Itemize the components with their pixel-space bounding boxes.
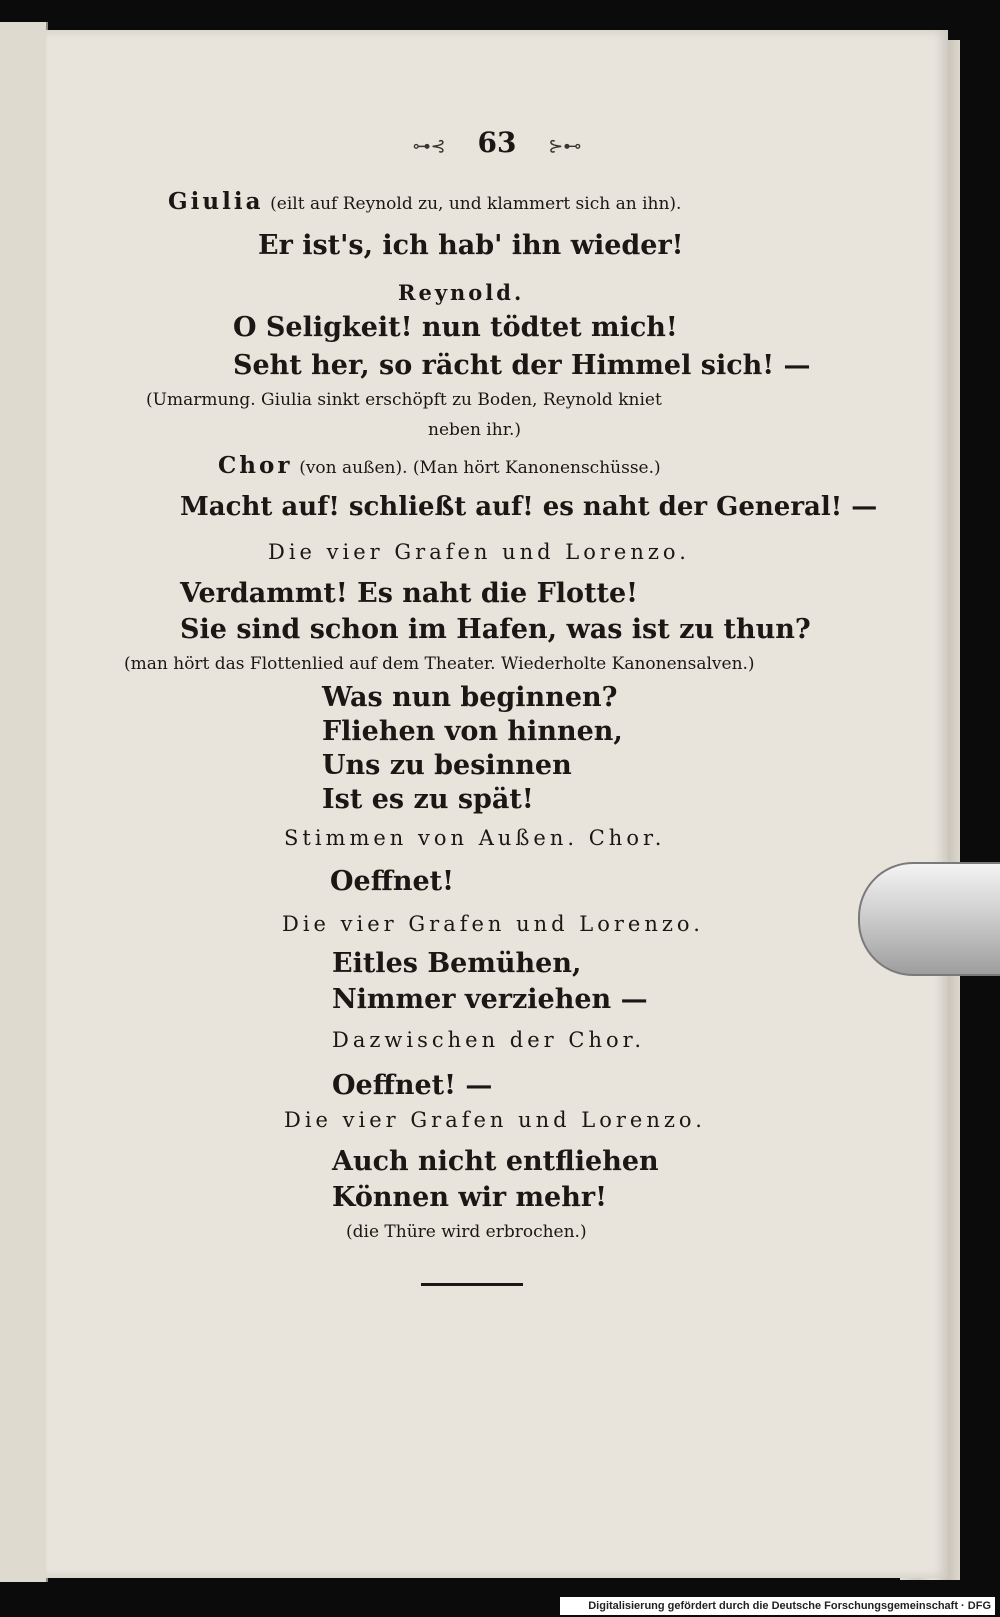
page-number: 63 xyxy=(477,126,517,159)
verse-line: Verdammt! Es naht die Flotte! xyxy=(180,578,639,609)
speaker-name: Die vier Grafen und Lorenzo. xyxy=(284,1108,706,1132)
stage-direction: neben ihr.) xyxy=(428,420,521,440)
verse-line: O Seligkeit! nun tödtet mich! xyxy=(233,312,678,343)
stage-direction: (eilt auf Reynold zu, und klammert sich an ihn). xyxy=(270,194,682,214)
page-number-line xyxy=(46,126,948,159)
verse-line: Sie sind schon im Hafen, was ist zu thun? xyxy=(180,614,811,645)
verse-line: Oeffnet! — xyxy=(332,1070,493,1101)
verse-line: Können wir mehr! xyxy=(332,1182,607,1213)
speaker-line-chor xyxy=(218,452,661,479)
speaker-line-giulia xyxy=(168,188,681,215)
verse-line: Eitles Bemühen, xyxy=(332,948,582,979)
digitization-credit: Digitalisierung gefördert durch die Deutsche Forschungsgemeinschaft · DFG xyxy=(560,1597,995,1615)
verse-line: Er ist's, ich hab' ihn wieder! xyxy=(258,230,684,261)
verse-line: Oeffnet! xyxy=(330,866,454,897)
speaker-name: Dazwischen der Chor. xyxy=(332,1028,646,1052)
page-clip xyxy=(858,862,1000,976)
speaker-name: Giulia xyxy=(168,188,264,215)
speaker-name: Reynold. xyxy=(398,280,525,305)
verse-line: Seht her, so rächt der Himmel sich! — xyxy=(233,350,811,381)
stage-direction: (Umarmung. Giulia sinkt erschöpft zu Boden, Reynold kniet xyxy=(146,390,662,410)
verse-line: Nimmer verziehen — xyxy=(332,984,648,1015)
ornament-right: ⊱⊷ xyxy=(548,136,582,157)
verse-line: Was nun beginnen? xyxy=(322,682,618,713)
stage-direction: (man hört das Flottenlied auf dem Theater. Wiederholte Kanonensalven.) xyxy=(124,654,755,674)
verse-line: Ist es zu spät! xyxy=(322,784,534,815)
page-content xyxy=(46,30,948,1578)
ornament-left: ⊶⊰ xyxy=(412,136,446,157)
speaker-name: Stimmen von Außen. Chor. xyxy=(284,826,666,850)
verse-line: Fliehen von hinnen, xyxy=(322,716,623,747)
verse-line: Macht auf! schließt auf! es naht der General! — xyxy=(180,492,878,522)
stage-direction: (von außen). (Man hört Kanonenschüsse.) xyxy=(299,458,661,478)
speaker-name: Die vier Grafen und Lorenzo. xyxy=(282,912,704,936)
book-page xyxy=(46,30,948,1578)
verse-line: Auch nicht entfliehen xyxy=(332,1146,659,1177)
end-rule xyxy=(421,1283,523,1286)
stage-direction: (die Thüre wird erbrochen.) xyxy=(346,1222,587,1242)
facing-page-edge xyxy=(0,22,48,1582)
speaker-name: Die vier Grafen und Lorenzo. xyxy=(268,540,690,564)
verse-line: Uns zu besinnen xyxy=(322,750,572,781)
speaker-name: Chor xyxy=(218,452,293,479)
